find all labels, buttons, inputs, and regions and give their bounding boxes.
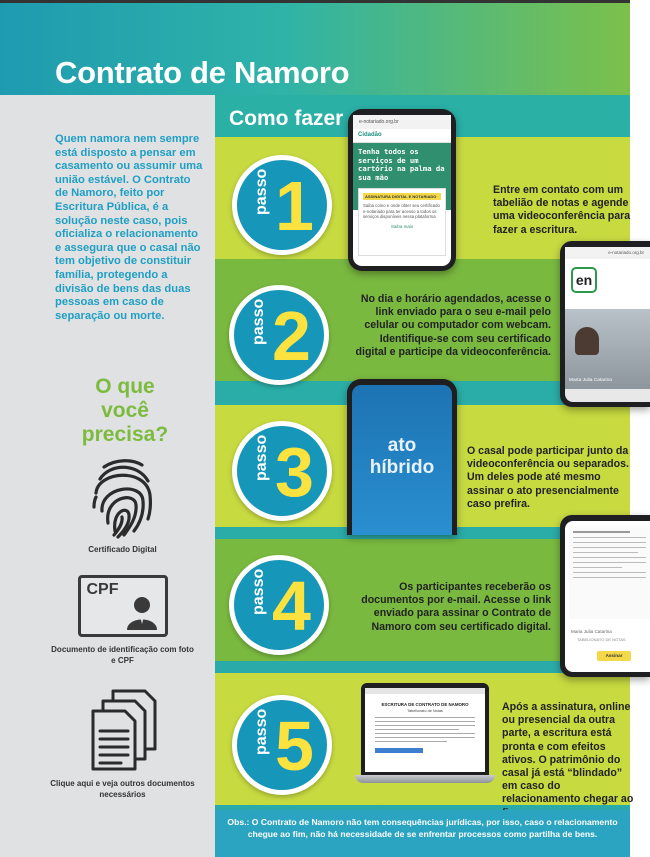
requirement-label: Clique aqui e veja outros documentos necessários: [50, 779, 195, 799]
participant-silhouette: [575, 327, 599, 355]
requirement-id-document: [50, 575, 195, 666]
sign-button[interactable]: Assinar: [597, 651, 631, 661]
step-number: 4: [272, 567, 311, 645]
step-word: passo: [250, 568, 267, 615]
phone-mockup-4: [560, 515, 650, 677]
step-number: 3: [275, 433, 314, 511]
step-number: 1: [275, 167, 314, 245]
step-word: passo: [253, 434, 270, 481]
phone-mockup-2: [560, 241, 650, 407]
hero-text: Tenha todos os serviços de um cartório na palma da sua mão: [358, 147, 445, 182]
requirement-other-documents[interactable]: [50, 687, 195, 800]
step-3-badge: [232, 421, 332, 521]
step-word: passo: [250, 298, 267, 345]
step-1-badge: [232, 155, 332, 255]
browser-url: e-notariado.org.br: [565, 247, 650, 259]
requirement-certificate: [50, 457, 195, 556]
requirement-label: Documento de identificação com foto e CPF: [51, 645, 194, 665]
signer-name: Maria Julia Catarina: [571, 629, 612, 634]
step-word: passo: [253, 708, 270, 755]
step-3-text: O casal pode participar junto da videoconferência ou separados. Um deles pode até mesmo assinar o ato presencialmente caso prefira.: [467, 445, 629, 510]
phone-mockup-1: [348, 109, 456, 271]
footer-note: Obs.: O Contrato de Namoro não tem consequências jurídicas, por isso, caso o relacionamento chegue ao fim, não há necessidade de se enfrentar processos como partilha de bens.: [215, 810, 630, 857]
needs-title: O que você precisa?: [81, 375, 169, 446]
step-2-badge: [229, 285, 329, 385]
fingerprint-icon: [88, 457, 158, 539]
step-word: passo: [253, 168, 270, 215]
en-logo: en: [571, 267, 597, 293]
step-5-text: Após a assinatura, online ou presencial da outra parte, a escritura está pronta e com efeitos ativos. O patrimônio do casal já está “blindado” em caso do relacionamento chegar ao: [502, 701, 634, 806]
card-text: Saiba como e onde obter seu certificado e-notariado para ter acesso a todos os serviços disponíveis nessa plataforma: [363, 203, 440, 219]
id-card-icon: [78, 575, 168, 637]
requirement-label: Certificado Digital: [88, 545, 157, 554]
step-4-badge: [229, 555, 329, 655]
participant-name: Marta Julia Catarina: [569, 378, 612, 383]
card-link[interactable]: Saiba mais: [390, 223, 414, 229]
main-panel: [215, 95, 644, 857]
hybrid-line-1: ato: [387, 435, 417, 456]
id-card-text: CPF: [86, 581, 119, 598]
browser-url: e-notariado.org.br: [353, 115, 451, 129]
step-4-text: Os participantes receberão os documentos por e-mail. Acesse o link enviado para assinar o Contrato de Namoro com seu certificado digital.: [361, 581, 551, 633]
person-silhouette-icon: [125, 594, 159, 630]
card-title: ASSINATURA DIGITAL E NOTARIADO: [363, 193, 441, 200]
laptop-mockup: [355, 683, 495, 793]
phone-mockup-3: [347, 379, 457, 535]
step-number: 2: [272, 297, 311, 375]
document-preview: [569, 527, 650, 619]
documents-icon: [83, 687, 163, 773]
step-2-text: No dia e horário agendados, acesse o link enviado para o seu e-mail pelo celular ou computador com webcam. Identifique-se com seu certificado digital e participe da videoconferência.: [355, 293, 551, 358]
how-to-title: Como fazer: [229, 107, 344, 130]
step-number: 5: [275, 707, 314, 785]
step-1-text: Entre em contato com um tabelião de notas e agende uma videoconferência para fazer a escritura.: [493, 184, 631, 236]
header-banner: [0, 0, 630, 95]
laptop-doc-title: ESCRITURA DE CONTRATO DE NAMORO: [381, 702, 469, 707]
page-title: Contrato de Namoro: [55, 55, 350, 90]
signer-role: TABELIONATO DE NOTAS: [577, 637, 626, 642]
site-brand: Cidadão: [353, 129, 451, 143]
hybrid-line-2: híbrido: [369, 457, 435, 478]
intro-text: Quem namora nem sempre está disposto a pensar em casamento ou assumir uma união estável. O Contrato de Namoro, feito por Escritura Pública, é a solução neste caso, pois oficializa o relacionamento e assegura que o casal não tem objetivo de constituir família, protegendo a divisão de bens das duas pessoas em caso de separação ou morte.: [55, 133, 203, 322]
laptop-doc-subtitle: Tabelionato de Notas: [407, 709, 443, 713]
step-5-badge: [232, 695, 332, 795]
sidebar: [0, 95, 215, 857]
